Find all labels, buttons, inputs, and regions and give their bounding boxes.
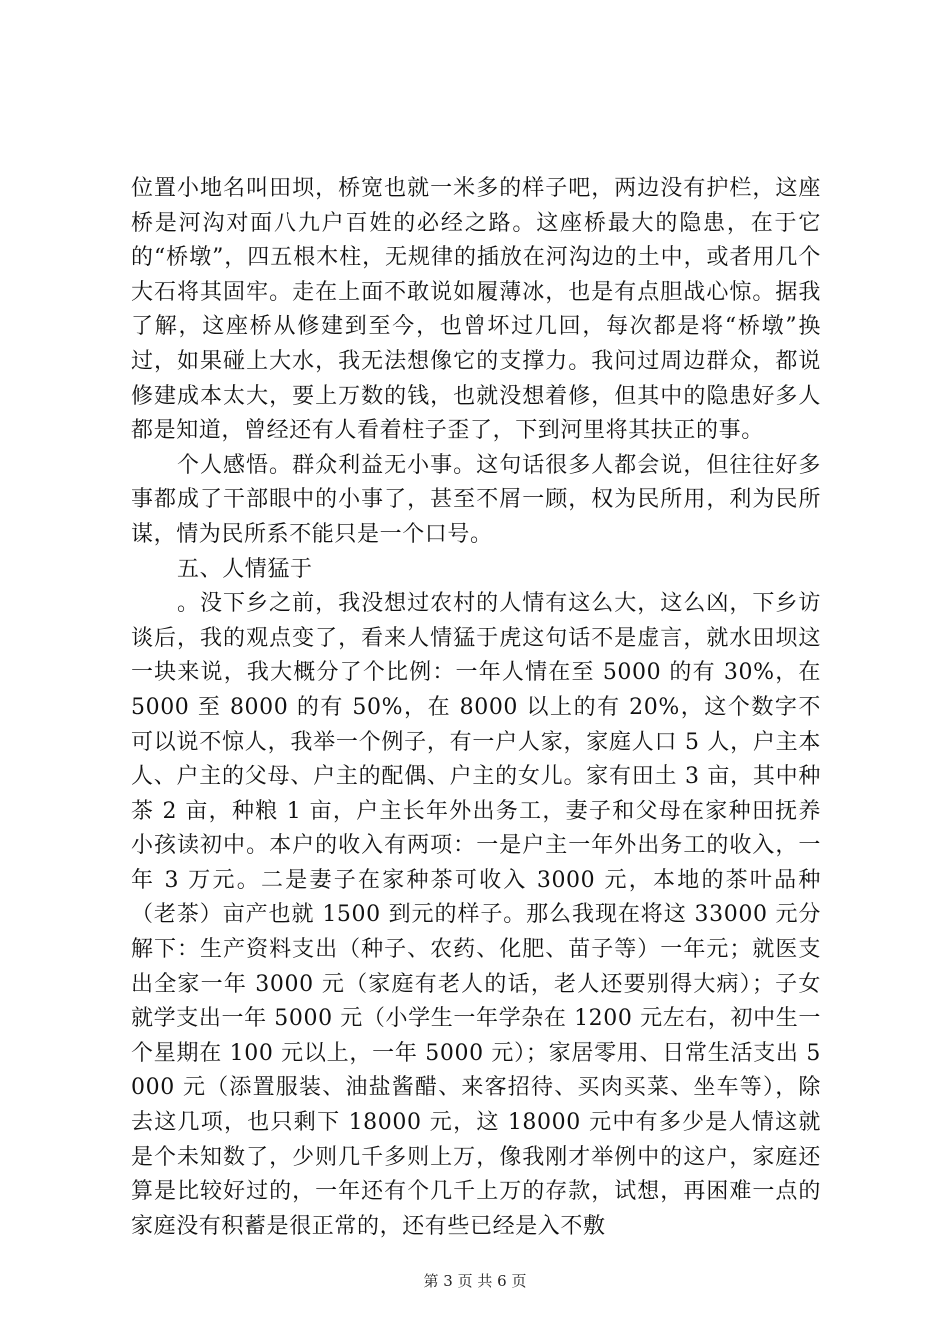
document-body (131, 172, 821, 1244)
paragraph-personal-insight: 个人感悟。群众利益无小事。这句话很多人都会说，但往往好多事都成了干部眼中的小事了，甚至不屑一顾，权为民所用，利为民所谋，情为民所系不能只是一个口号。 (131, 452, 821, 547)
page-footer: 第 3 页 共 6 页 (423, 1272, 527, 1290)
paragraph-human-favor-costs: 。没下乡之前，我没想过农村的人情有这么大，这么凶，下乡访谈后，我的观点变了，看来人情猛于虎这句话不是虚言，就水田坝这一块来说，我大概分了个比例：一年人情在至 5000 的有 30%，在 5000 至 8000 的有 50%，在 8000 以上的有 20%，这个数字不可以说不惊人，我举一个例子，有一户人家，家庭人口 5 人，户主本人、户主的父母、户主的配偶、户主的女儿。家有田土 3 亩，其中种茶 2 亩，种粮 1 亩，户主长年外出务工，妻子和父母在家种田抚养小孩读初中。本户的收入有两项：一是户主一年外出务工的收入，一年 3 万元。二是妻子在家种茶可收入 3000 元，本地的茶叶品种（老茶）亩产也就 1500 到元的样子。那么我现在将这 33000 元分解下：生产资料支出（种子、农药、化肥、苗子等）一年元；就医支出全家一年 3000 元（家庭有老人的话，老人还要别得大病）；子女就学支出一年 5000 元（小学生一年学杂在 1200 元左右，初中生一个星期在 100 元以上，一年 5000 元）；家居零用、日常生活支出 5000 元（添置服装、油盐酱醋、来客招待、买肉买菜、坐车等），除去这几项，也只剩下 18000 元，这 18000 元中有多少是人情这就是个未知数了，少则几千多则上万，像我刚才举例中的这户，家庭还算是比较好过的，一年还有个几千上万的存款，试想，再困难一点的家庭没有积蓄是很正常的，还有些已经是入不敷 (131, 591, 821, 1239)
section-heading-five: 五、人情猛于 (177, 556, 313, 582)
paragraph-bridge-description: 位置小地名叫田坝，桥宽也就一米多的样子吧，两边没有护栏，这座桥是河沟对面八九户百姓的必经之路。这座桥最大的隐患，在于它的“桥墩”，四五根木柱，无规律的插放在河沟边的土中，或者用几个大石将其固牢。走在上面不敢说如履薄冰，也是有点胆战心惊。据我了解，这座桥从修建到至今，也曾坏过几回，每次都是将“桥墩”换过，如果碰上大水，我无法想像它的支撑力。我问过周边群众，都说修建成本太大，要上万数的钱，也就没想着修，但其中的隐患好多人都是知道，曾经还有人看着柱子歪了，下到河里将其扶正的事。 (131, 176, 821, 444)
